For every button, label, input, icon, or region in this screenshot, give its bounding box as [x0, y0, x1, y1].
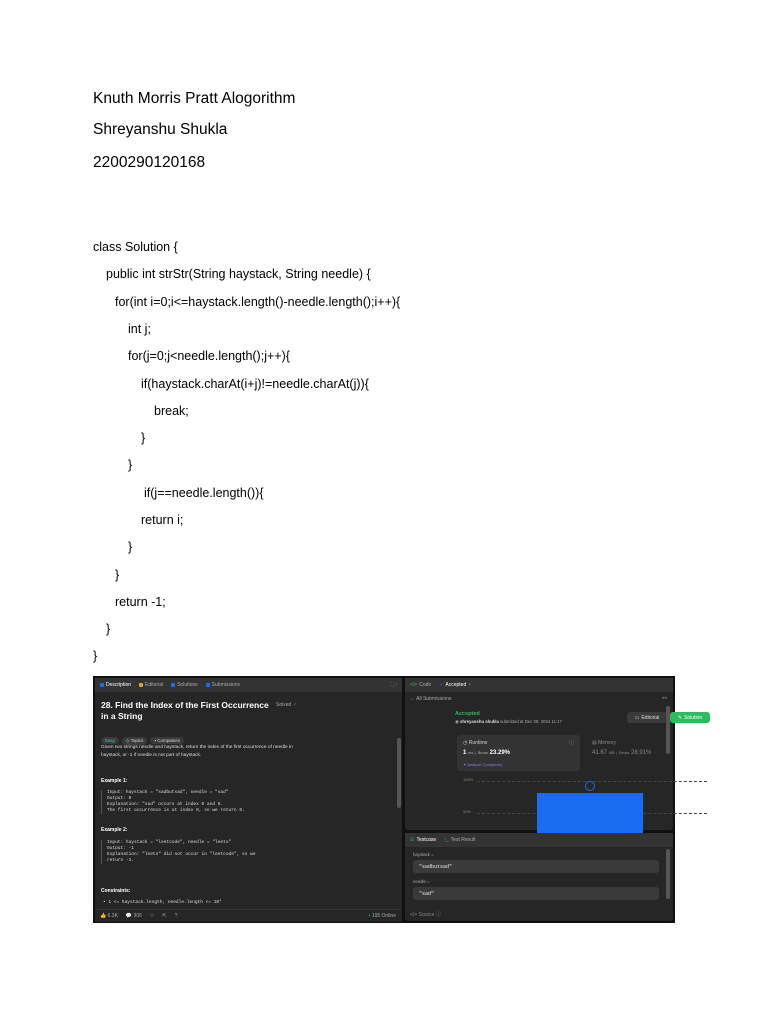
problem-footer: [95, 909, 402, 922]
share-icon[interactable]: ⇱: [162, 913, 167, 919]
info-icon[interactable]: ⓘ: [568, 740, 574, 746]
code-line: }: [128, 540, 133, 554]
tab-code[interactable]: </> Code: [410, 682, 432, 688]
code-icon: </>: [410, 682, 418, 688]
tab-testcase[interactable]: ☑ Testcase: [410, 837, 437, 843]
chart-top-label: 100%: [463, 777, 474, 782]
user-avatar-icon: [585, 781, 595, 791]
submitter-line: ◉ shreyanshu shukla submitted at Dec 09, 2024 11:17: [455, 719, 562, 724]
code-line: for(int i=0;i<=haystack.length()-needle.length();i++){: [115, 295, 401, 309]
tab-editorial[interactable]: Editorial: [139, 682, 163, 688]
memory-label: ▤ Memory: [592, 740, 617, 746]
editorial-button[interactable]: ▭ Editorial: [627, 712, 667, 723]
constraints-title: Constraints:: [101, 888, 131, 894]
code-line: public int strStr(String haystack, String needle) {: [106, 267, 371, 281]
sparkle-icon: ✦: [463, 762, 467, 767]
runtime-stats: 1 ms | Beats 23.29%: [463, 750, 511, 756]
needle-label: needle =: [413, 879, 430, 884]
problem-tab-bar: [95, 678, 402, 692]
example-1-block: Input: haystack = "sadbutsad", needle = "sad" Output: 0 Explanation: "sad" occurs at index 0 and 6. The first occurrence is at index 0, so we return 0.: [101, 790, 245, 814]
document-title: Knuth Morris Pratt Alogorithm: [93, 90, 296, 107]
submissions-icon: [206, 683, 210, 687]
check-icon: ✓: [292, 702, 297, 708]
solution-button[interactable]: ✎ Solution: [670, 712, 710, 723]
constraint-item: • 1 <= haystack.length, needle.length <= 10⁴: [103, 900, 222, 905]
tag-icon: ◇: [126, 738, 130, 743]
leetcode-screenshot: [93, 676, 703, 923]
clock-icon: ◷: [463, 740, 468, 746]
companies-chip[interactable]: ▪ Companies: [150, 737, 184, 744]
all-submissions-link[interactable]: ← All Submissions: [410, 696, 452, 702]
roll-number: 2200290120168: [93, 154, 206, 171]
submission-panel: [405, 678, 703, 830]
accepted-tab-icon: ✓: [439, 682, 444, 688]
problem-panel: [95, 678, 402, 921]
tab-test-result[interactable]: ›_ Test Result: [444, 837, 476, 843]
lock-icon: ▪: [154, 738, 157, 743]
expand-icon[interactable]: ⛶ ‹: [390, 682, 397, 688]
online-count: • 195 Online: [368, 913, 396, 919]
tab-submissions[interactable]: Submissions: [206, 682, 240, 688]
code-line: return -1;: [115, 595, 166, 609]
difficulty-chip[interactable]: Easy: [101, 737, 119, 744]
testcase-tab-bar: [405, 833, 673, 847]
haystack-input[interactable]: "sadbutsad": [413, 860, 659, 873]
tab-accepted[interactable]: ✓ Accepted ×: [439, 682, 472, 688]
online-dot-icon: •: [368, 913, 371, 919]
memory-icon: ▤: [592, 740, 597, 746]
runtime-distribution-bar[interactable]: [537, 793, 643, 833]
comments-button[interactable]: 💬 306: [125, 913, 142, 919]
topics-chip[interactable]: ◇ Topics: [122, 737, 147, 745]
code-line: class Solution {: [93, 240, 178, 254]
edit-icon: ✎: [677, 714, 683, 721]
memory-card[interactable]: [590, 735, 710, 771]
example-2-block: Input: haystack = "leetcode", needle = "leeto" Output: -1 Explanation: "leeto" did not occur in "leetcode", so we return -1.: [101, 840, 256, 864]
code-line: return i;: [141, 513, 184, 527]
problem-description: Given two strings needle and haystack, return the index of the first occurrence of needle in haystack, or -1 if needle is not part of haystack.: [101, 745, 293, 758]
source-icon: </>: [410, 912, 418, 918]
testcase-panel: [405, 833, 673, 921]
code-line: }: [115, 568, 120, 582]
star-icon[interactable]: ☆: [149, 913, 155, 919]
haystack-label: haystack =: [413, 852, 434, 857]
submission-tab-bar: [405, 678, 673, 692]
close-icon[interactable]: ×: [468, 682, 472, 688]
user-icon: ◉: [455, 719, 459, 724]
code-line: if(haystack.charAt(i+j)!=needle.charAt(j)){: [141, 377, 369, 391]
help-icon[interactable]: ⓘ: [435, 912, 441, 918]
code-line: break;: [154, 404, 189, 418]
code-line: for(j=0;j<needle.length();j++){: [128, 349, 290, 363]
like-button[interactable]: 👍 6.3K: [100, 913, 118, 919]
memory-stats: 41.67 MB | Beats 28.91%: [592, 750, 652, 756]
code-line: }: [106, 622, 111, 636]
code-line: int j;: [128, 322, 151, 336]
book-icon: ▭: [634, 714, 640, 721]
code-line: }: [141, 431, 146, 445]
example-1-title: Example 1:: [101, 778, 128, 784]
problem-title: 28. Find the Index of the First Occurrence in a String: [101, 700, 269, 721]
example-2-title: Example 2:: [101, 827, 128, 833]
code-line: }: [93, 649, 98, 663]
chart-mid-label: 50%: [463, 809, 472, 814]
source-toggle[interactable]: </> Source ⓘ: [410, 912, 441, 918]
accepted-status: Accepted: [455, 711, 480, 717]
code-line: }: [128, 458, 133, 472]
solved-badge: Solved ✓: [276, 702, 297, 708]
runtime-label: ◷ Runtime: [463, 740, 488, 746]
tab-solutions[interactable]: Solutions: [171, 682, 198, 688]
terminal-icon: ›_: [444, 837, 449, 843]
checkbox-icon: ☑: [410, 837, 415, 843]
tab-description[interactable]: Description: [100, 682, 131, 688]
analyze-complexity-link[interactable]: ✦ Analyze Complexity: [463, 762, 503, 767]
needle-input[interactable]: "sad": [413, 887, 659, 900]
link-icon[interactable]: ⚯: [661, 696, 667, 702]
solutions-icon: [171, 683, 175, 687]
submission-scrollbar[interactable]: [666, 706, 670, 754]
code-line: if(j==needle.length()){: [144, 486, 264, 500]
description-icon: [100, 683, 104, 687]
editorial-icon: [139, 683, 143, 687]
runtime-card[interactable]: [457, 735, 580, 771]
problem-scrollbar[interactable]: [397, 738, 401, 808]
testcase-scrollbar[interactable]: [666, 849, 670, 899]
help-icon[interactable]: ?: [174, 913, 178, 919]
author-name: Shreyanshu Shukla: [93, 121, 228, 138]
